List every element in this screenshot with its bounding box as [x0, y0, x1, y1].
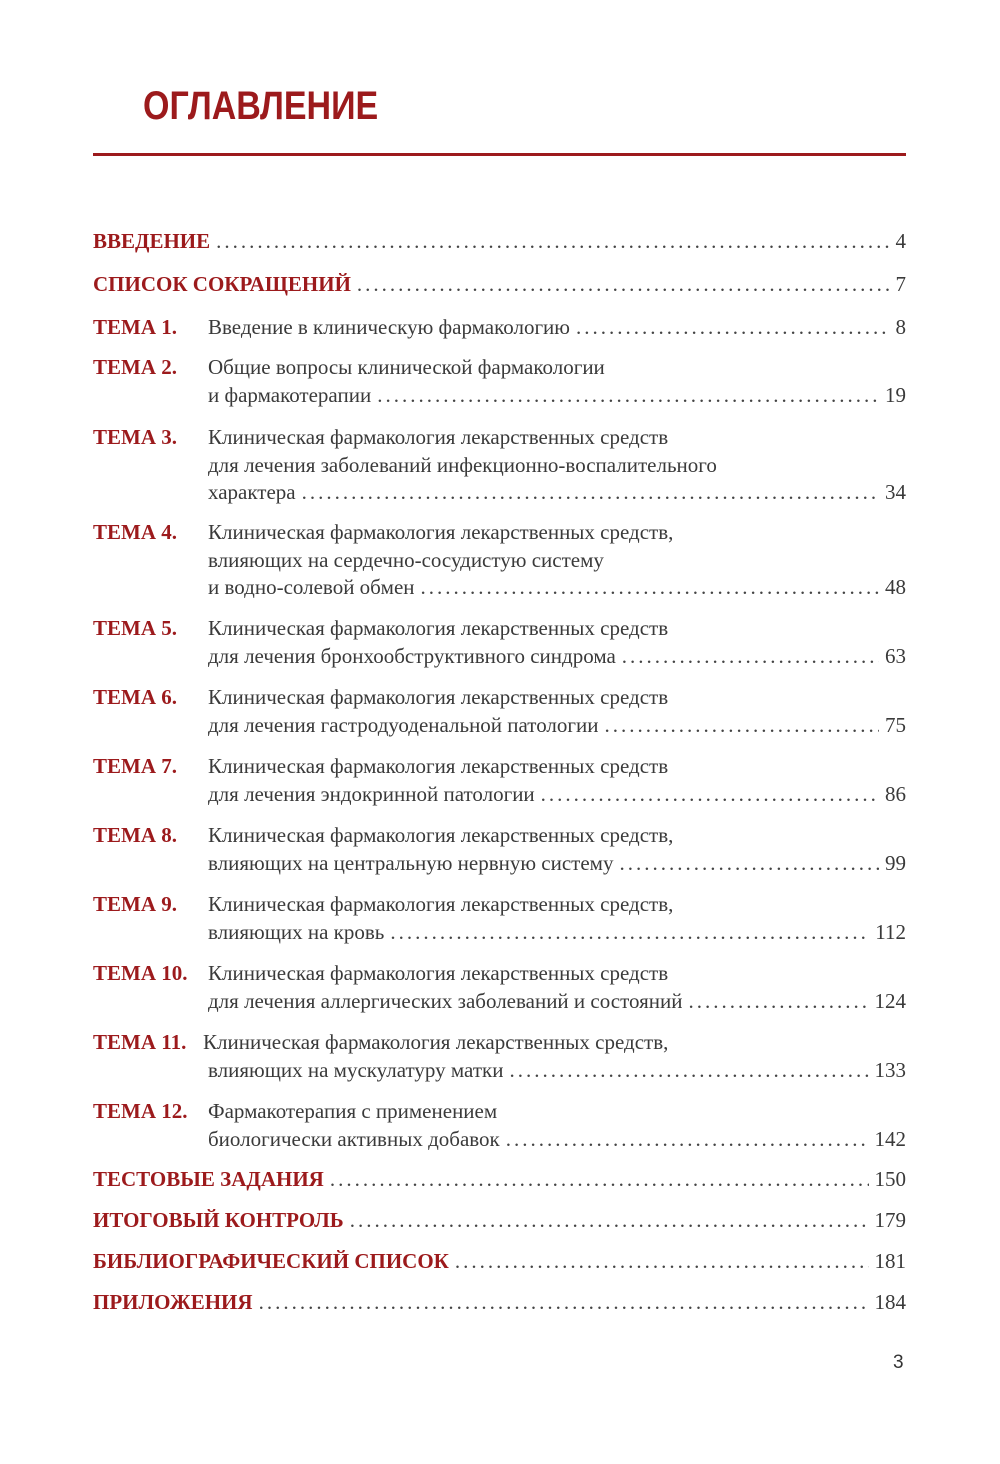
- topic-label: ТЕМА 4.: [93, 520, 177, 544]
- dot-leader: [688, 988, 868, 1016]
- topic-title-line: биологически активных добавок: [208, 1126, 500, 1151]
- topic-label: ТЕМА 1.: [93, 315, 177, 339]
- toc-entry-topic-6[interactable]: [93, 684, 906, 753]
- dot-leader: [357, 271, 890, 299]
- toc-page-number: 63: [885, 643, 906, 668]
- topic-title-line: Клиническая фармакология лекарственных средств: [208, 616, 669, 640]
- topic-title-line: влияющих на центральную нервную систему: [208, 850, 614, 875]
- toc-entry-topic-9[interactable]: [93, 891, 906, 960]
- dot-leader: [622, 643, 879, 671]
- toc-entry-topic-3[interactable]: [93, 424, 906, 519]
- topic-title-line: Клиническая фармакология лекарственных средств,: [208, 892, 674, 916]
- toc-page-number: 112: [875, 919, 906, 944]
- toc-entry-topic-5[interactable]: [93, 615, 906, 684]
- dot-leader: [390, 919, 869, 947]
- toc-page-number: 181: [874, 1249, 906, 1273]
- toc-label: ПРИЛОЖЕНИЯ: [93, 1290, 253, 1314]
- topic-title-line: для лечения гастродуоденальной патологии: [208, 712, 599, 737]
- topic-title-line: и водно-солевой обмен: [208, 575, 415, 599]
- topic-label: ТЕМА 9.: [93, 892, 177, 916]
- topic-label: ТЕМА 2.: [93, 355, 177, 379]
- toc-page-number: 7: [895, 272, 906, 296]
- toc-entry-topic-8[interactable]: [93, 822, 906, 891]
- topic-title-line: для лечения эндокринной патологии: [208, 781, 535, 806]
- toc-page-number: 48: [885, 575, 906, 599]
- toc-label: ИТОГОВЫЙ КОНТРОЛЬ: [93, 1208, 344, 1232]
- toc-entry-topic-12[interactable]: [93, 1098, 906, 1166]
- toc-entry-topic-11[interactable]: [93, 1029, 906, 1098]
- toc-entry-final-control[interactable]: [93, 1207, 906, 1248]
- dot-leader: [421, 574, 879, 602]
- dot-leader: [576, 314, 890, 342]
- dot-leader: [350, 1207, 869, 1235]
- page-title: ОГЛАВЛЕНИЕ: [143, 84, 379, 128]
- dot-leader: [619, 850, 879, 878]
- table-of-contents: [93, 228, 906, 1330]
- toc-page-number: 124: [874, 988, 906, 1013]
- topic-title-line: Фармакотерапия с применением: [208, 1099, 498, 1123]
- toc-page-number: 142: [874, 1126, 906, 1151]
- toc-page-number: 4: [895, 229, 906, 253]
- toc-entry-topic-2[interactable]: [93, 354, 906, 424]
- topic-label: ТЕМА 8.: [93, 823, 177, 847]
- toc-page-number: 75: [885, 712, 906, 737]
- toc-entry-topic-1[interactable]: [93, 314, 906, 354]
- page-number: 3: [893, 1352, 904, 1373]
- topic-label: ТЕМА 5.: [93, 616, 177, 640]
- toc-entry-topic-7[interactable]: [93, 753, 906, 822]
- topic-title-line: Клиническая фармакология лекарственных средств: [208, 685, 669, 709]
- toc-label: СПИСОК СОКРАЩЕНИЙ: [93, 272, 351, 296]
- dot-leader: [455, 1248, 869, 1276]
- topic-label: ТЕМА 6.: [93, 685, 177, 709]
- dot-leader: [259, 1289, 869, 1317]
- dot-leader: [330, 1166, 869, 1194]
- toc-entry-topic-4[interactable]: [93, 519, 906, 615]
- topic-title-line: Введение в клиническую фармакологию: [208, 315, 570, 339]
- topic-title-line: влияющих на кровь: [208, 919, 385, 944]
- topic-title-line: Общие вопросы клинической фармакологии: [208, 355, 605, 379]
- dot-leader: [216, 228, 889, 256]
- dot-leader: [605, 712, 880, 740]
- topic-label: ТЕМА 11.: [93, 1030, 187, 1054]
- topic-label: ТЕМА 7.: [93, 754, 177, 778]
- toc-page-number: 34: [885, 480, 906, 504]
- toc-entry-abbreviations[interactable]: [93, 271, 906, 314]
- dot-leader: [302, 479, 879, 507]
- topic-title-line: для лечения аллергических заболеваний и состояний: [208, 988, 683, 1013]
- toc-label: ТЕСТОВЫЕ ЗАДАНИЯ: [93, 1167, 324, 1191]
- toc-page-number: 133: [874, 1057, 906, 1082]
- toc-entry-appendix[interactable]: [93, 1289, 906, 1330]
- toc-entry-tests[interactable]: [93, 1166, 906, 1207]
- toc-page-number: 184: [874, 1290, 906, 1314]
- toc-page-number: 150: [874, 1167, 906, 1191]
- topic-label: ТЕМА 10.: [93, 961, 188, 985]
- toc-page-number: 19: [885, 382, 906, 407]
- toc-page-number: 179: [874, 1208, 906, 1232]
- dot-leader: [541, 781, 879, 809]
- dot-leader: [377, 382, 879, 410]
- topic-title-line: и фармакотерапии: [208, 382, 372, 407]
- topic-label: ТЕМА 3.: [93, 425, 177, 449]
- topic-title-line: для лечения бронхообструктивного синдрома: [208, 643, 616, 668]
- topic-title-line: Клиническая фармакология лекарственных средств,: [208, 823, 674, 847]
- topic-title-line: для лечения заболеваний инфекционно-воспалительного: [208, 452, 717, 477]
- topic-title-line: влияющих на мускулатуру матки: [208, 1057, 504, 1082]
- topic-title-line: характера: [208, 480, 296, 504]
- toc-page-number: 86: [885, 781, 906, 806]
- topic-title-line: Клиническая фармакология лекарственных средств,: [208, 520, 674, 544]
- toc-entry-intro[interactable]: [93, 228, 906, 271]
- topic-title-line: Клиническая фармакология лекарственных средств,: [203, 1030, 669, 1054]
- dot-leader: [509, 1057, 868, 1085]
- topic-label: ТЕМА 12.: [93, 1099, 188, 1123]
- topic-title-line: влияющих на сердечно-сосудистую систему: [208, 547, 604, 572]
- topic-title-line: Клиническая фармакология лекарственных средств: [208, 961, 669, 985]
- dot-leader: [506, 1126, 869, 1154]
- topic-title-line: Клиническая фармакология лекарственных средств: [208, 425, 669, 449]
- toc-label: ВВЕДЕНИЕ: [93, 229, 211, 253]
- toc-page-number: 99: [885, 850, 906, 875]
- toc-entry-bibliography[interactable]: [93, 1248, 906, 1289]
- topic-title-line: Клиническая фармакология лекарственных средств: [208, 754, 669, 778]
- toc-entry-topic-10[interactable]: [93, 960, 906, 1029]
- toc-page-number: 8: [895, 315, 906, 339]
- toc-label: БИБЛИОГРАФИЧЕСКИЙ СПИСОК: [93, 1249, 449, 1273]
- title-divider: [93, 153, 906, 156]
